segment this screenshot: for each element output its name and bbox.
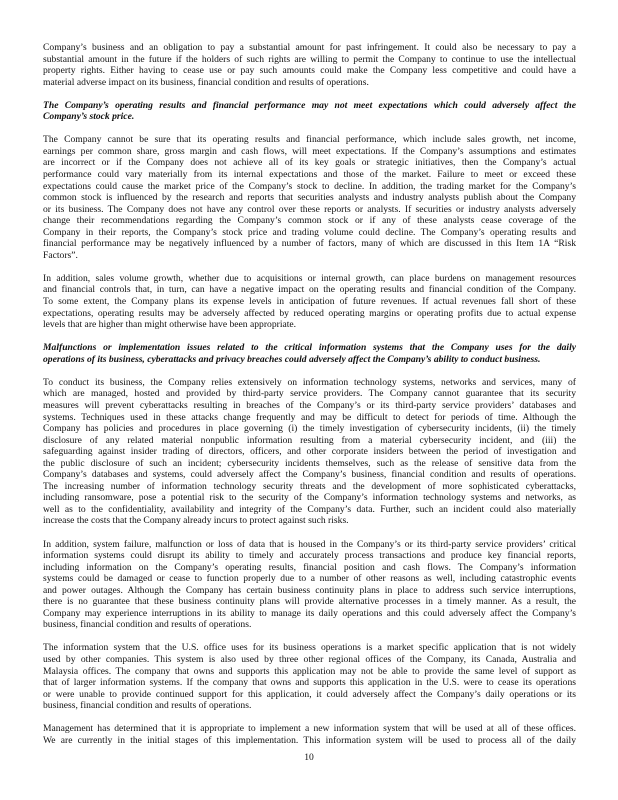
text-line: are incorrect or if the Company does not achieve all of its key goals or strategic initiatives, then the Company’s actual: [43, 157, 576, 169]
text-line: and power outages. Although the Company has certain business continuity plans in place to address such service interruptions,: [43, 584, 576, 596]
text-line: Malfunctions or implementation issues related to the critical information systems that the Company uses for the daily: [43, 342, 576, 354]
text-line: In addition, sales volume growth, whether due to acquisitions or internal growth, can place burdens on management resources: [43, 272, 576, 284]
text-line: The Company cannot be sure that its operating results and financial performance, which include sales growth, net income,: [43, 134, 576, 146]
body-paragraph: [43, 723, 576, 746]
text-line: safeguarding against insider trading of directors, officers, and other corporate insiders between the period of investigation and: [43, 446, 576, 458]
body-paragraph: [43, 539, 576, 631]
body-paragraph: [43, 134, 576, 261]
text-line: We are currently in the initial stages of this implementation. This information system will be used to process all of the daily: [43, 734, 576, 746]
text-line: information systems could disrupt its ability to timely and accurately process transactions and produce key financial reports,: [43, 550, 576, 562]
text-line: performance could vary materially from its internal expectations and those of the market. Failure to meet or exceed these: [43, 169, 576, 181]
text-line: operations of its business, cyberattacks and privacy breaches could adversely affect the Company’s ability to conduct business.: [43, 353, 541, 365]
text-line: Management has determined that it is appropriate to implement a new information system that will be used at all of these offices.: [43, 723, 576, 735]
text-line: The increasing number of information technology security threats and the development of more sophisticated cyberattacks,: [43, 480, 576, 492]
text-line: To conduct its business, the Company relies extensively on information technology systems, networks and services, many of: [43, 376, 576, 388]
text-line: disclosure of any related material nonpublic information resulting from a material cybersecurity incident, and (iii) the: [43, 434, 576, 446]
text-line: Company’s stock price.: [43, 111, 135, 123]
text-line: and financial controls that, in turn, can have a negative impact on the operating results and financial condition of the Company.: [43, 284, 576, 296]
text-line: Company has policies and procedures in place governing (i) the timely investigation of cybersecurity incidents, (ii) the timely: [43, 423, 576, 435]
text-line: systems could be damaged or cease to function properly due to a number of other reasons as well, including catastrophic events: [43, 573, 576, 585]
text-line: expectations could cause the market price of the Company’s stock to decline. In addition, the trading market for the Company’s: [43, 180, 576, 192]
text-line: expectations, operating results may be adversely affected by reduced operating margins or operating profits due to actual expense: [43, 307, 576, 319]
text-line: well as to the confidentiality, availability and integrity of the Company’s data. Further, such an incident could also materially: [43, 503, 576, 515]
text-line: including information on the Company’s operating results, financial position and cash flows. The Company’s information: [43, 561, 576, 573]
text-line: substantial amount in the future if the holders of such rights are willing to permit the Company to continue to use the intellectual: [43, 53, 576, 65]
text-line: The information system that the U.S. office uses for its business operations is a market specific application that is not widely: [43, 642, 576, 654]
text-line: The Company’s operating results and financial performance may not meet expectations which could adversely affect the: [43, 99, 576, 111]
text-line: or its business. The Company does not have any control over these reports or analysts. If securities or industry analysts adversely: [43, 203, 576, 215]
document-page: [43, 42, 576, 758]
text-line: business, financial condition and results of operations.: [43, 619, 252, 631]
text-line: business, financial condition and results of operations.: [43, 700, 252, 712]
text-line: financial performance may be negatively influenced by a number of factors, many of which are discussed in this Item 1A “Risk: [43, 238, 576, 250]
body-paragraph: [43, 642, 576, 711]
text-line: Company’s databases and systems, could adversely affect the Company’s business, financial condition and results of operations.: [43, 469, 576, 481]
text-line: Company in their reports, the Company’s stock price and trading volume could decline. The Company’s operating results and: [43, 226, 576, 238]
text-line: including ransomware, pose a potential risk to the security of the Company’s information technology systems and networks, as: [43, 492, 576, 504]
text-line: earnings per common share, gross margin and cash flows, will meet expectations. If the Company’s assumptions and estimates: [43, 145, 576, 157]
text-line: which are managed, hosted and provided by third-party service providers. The Company cannot guarantee that its security: [43, 388, 576, 400]
text-line: levels that are higher than might otherwise have been appropriate.: [43, 319, 297, 331]
text-line: systems. Techniques used in these attacks change frequently and may be difficult to detect for periods of time. Although the: [43, 411, 576, 423]
text-line: To some extent, the Company plans its expense levels in anticipation of future revenues. If actual revenues fall short of these: [43, 296, 576, 308]
text-line: there is no guarantee that these business continuity plans will provide alternative processes in a timely manner. As a result, the: [43, 596, 576, 608]
text-line: the public disclosure of such an incident; cybersecurity incidents themselves, such as the release of sensitive data from the: [43, 457, 576, 469]
text-line: or were unable to provide continued support for this application, it could adversely affect the Company’s daily operations or its: [43, 688, 576, 700]
section-heading: [43, 342, 576, 365]
text-line: In addition, system failure, malfunction or loss of data that is housed in the Company’s or its third-party service providers’ critical: [43, 538, 576, 550]
text-line: common stock is influenced by the research and reports that securities analysts and industry analysts publish about the Company: [43, 192, 576, 204]
text-line: measures will prevent cyberattacks resulting in breaches of the Company’s or its third-party service providers’ databases and: [43, 399, 576, 411]
text-line: Company’s business and an obligation to pay a substantial amount for past infringement. It could also be necessary to pay a: [43, 42, 576, 53]
text-line: property rights. Either having to cease use or pay such amounts could make the Company less competitive and could have a: [43, 65, 576, 77]
text-line: increase the costs that the Company already incurs to protect against such risks.: [43, 515, 349, 527]
text-line: material adverse impact on its business, financial condition and results of operations.: [43, 76, 369, 88]
text-line: that of larger information systems. If the company that owns and supports this application in the U.S. were to cease its operations: [43, 677, 576, 689]
body-paragraph: [43, 377, 576, 527]
text-line: used by other companies. This system is also used by three other regional offices of the Company, its Canada, Australia and: [43, 653, 576, 665]
body-paragraph: [43, 42, 576, 88]
text-line: Malaysia offices. The company that owns and supports this application may not be able to provide the same level of support as: [43, 665, 576, 677]
text-line: Factors”.: [43, 249, 78, 261]
section-heading: [43, 100, 576, 123]
body-paragraph: [43, 273, 576, 331]
page-number: 10: [304, 752, 314, 763]
text-line: Company may experience interruptions in its ability to manage its daily operations and this could adversely affect the Company’s: [43, 607, 576, 619]
text-line: change their recommendations regarding the Company’s common stock or if any of these analysts cease coverage of the: [43, 215, 576, 227]
